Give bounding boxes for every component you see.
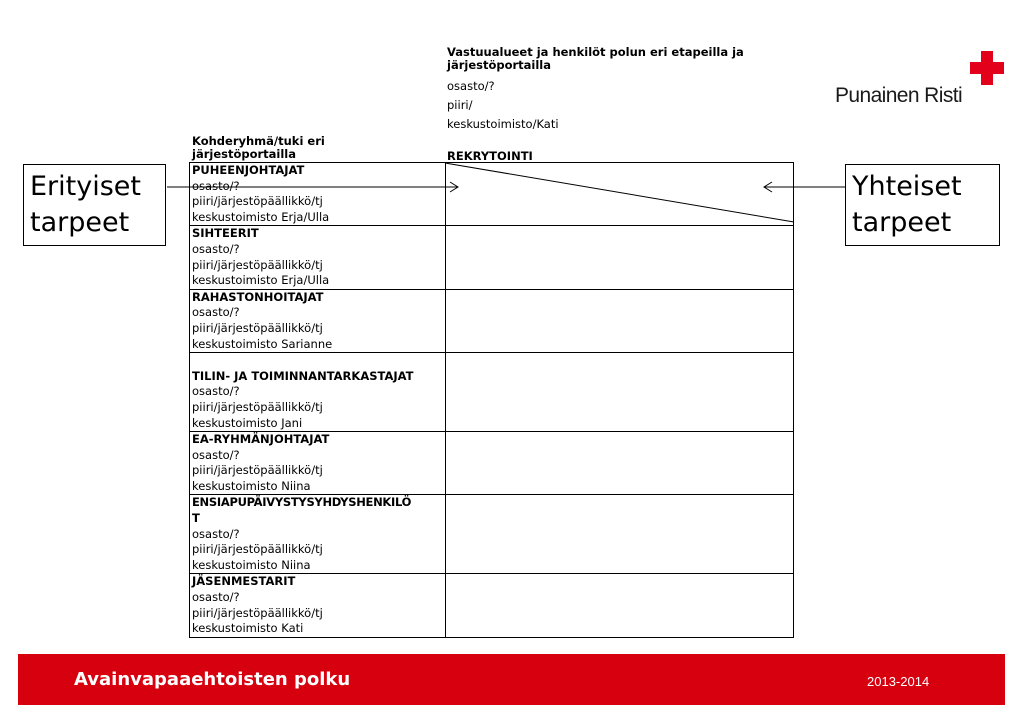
row-line: osasto/?: [192, 590, 240, 605]
row-line: keskustoimisto Sarianne: [192, 336, 333, 351]
header-line-keskustoimisto: keskustoimisto/Kati: [447, 117, 559, 131]
row-title: JÄSENMESTARIT: [192, 574, 296, 589]
row-line: piiri/järjestöpäällikkö/tj: [192, 542, 323, 557]
row-label-cell: [190, 226, 446, 289]
column-header-recruitment: REKRYTOINTI: [447, 149, 533, 163]
table-row: [190, 353, 794, 432]
red-cross-icon: [970, 51, 1004, 85]
header-title: Vastuualueet ja henkilöt polun eri etapeilla ja järjestöportailla: [447, 45, 744, 72]
table-row: [190, 574, 794, 637]
logo-text: Punainen Risti: [835, 84, 963, 107]
row-line: keskustoimisto Kati: [192, 621, 304, 636]
row-title: ENSIAPUPÄIVYSTYSYHDYSHENKILÖ: [192, 495, 412, 510]
shared-needs-box: [845, 164, 1000, 246]
row-line: keskustoimisto Niina: [192, 478, 311, 493]
row-label-cell: [190, 574, 446, 637]
row-line: piiri/järjestöpäällikkö/tj: [192, 463, 323, 478]
row-title: PUHEENJOHTAJAT: [192, 163, 305, 177]
row-title: RAHASTONHOITAJAT: [192, 289, 324, 304]
footer-year: 2013-2014: [867, 674, 930, 689]
table-row: [190, 163, 794, 226]
row-line: keskustoimisto Erja/Ulla: [192, 209, 330, 224]
row-line: osasto/?: [192, 526, 240, 541]
table-row: [190, 495, 794, 574]
row-label-cell: [190, 289, 446, 352]
row-label-cell: [190, 163, 446, 226]
recruitment-cell: [446, 574, 794, 637]
row-line: piiri/järjestöpäällikkö/tj: [192, 257, 323, 272]
footer-bar: [18, 654, 1005, 705]
recruitment-cell: [446, 353, 794, 432]
row-line: osasto/?: [192, 178, 240, 193]
row-line: keskustoimisto Erja/Ulla: [192, 273, 330, 288]
row-label-cell: [190, 495, 446, 574]
responsibility-table: [189, 162, 794, 638]
row-label-cell: [190, 432, 446, 495]
shared-needs-line2: tarpeet: [852, 207, 952, 238]
header-line-piiri: piiri/: [447, 98, 473, 112]
row-line: piiri/järjestöpäällikkö/tj: [192, 605, 323, 620]
footer-title: Avainvapaaehtoisten polku: [74, 669, 351, 690]
recruitment-cell: [446, 432, 794, 495]
recruitment-cell: [446, 495, 794, 574]
row-line: osasto/?: [192, 384, 240, 399]
recruitment-cell: [446, 163, 794, 226]
row-line: keskustoimisto Jani: [192, 415, 303, 430]
special-needs-box: [23, 164, 166, 246]
table-row: [190, 289, 794, 352]
special-needs-line2: tarpeet: [30, 207, 130, 238]
special-needs-line1: Erityiset: [30, 171, 141, 202]
shared-needs-line1: Yhteiset: [852, 171, 962, 202]
row-line: keskustoimisto Niina: [192, 557, 311, 572]
row-line: osasto/?: [192, 447, 240, 462]
recruitment-cell: [446, 289, 794, 352]
red-cross-logo: [835, 48, 1007, 108]
row-line: osasto/?: [192, 305, 240, 320]
header-line-osasto: osasto/?: [447, 79, 495, 93]
row-label-cell: [190, 353, 446, 432]
table-row: [190, 226, 794, 289]
row-line: piiri/järjestöpäällikkö/tj: [192, 399, 323, 414]
row-line: piiri/järjestöpäällikkö/tj: [192, 320, 323, 335]
row-title: SIHTEERIT: [192, 226, 259, 241]
row-title-wrap: T: [192, 511, 200, 526]
row-title: EA-RYHMÄNJOHTAJAT: [192, 432, 330, 447]
column-header-target-group: Kohderyhmä/tuki eri järjestöportailla: [192, 134, 325, 161]
row-line: osasto/?: [192, 241, 240, 256]
table-row: [190, 432, 794, 495]
recruitment-cell: [446, 226, 794, 289]
row-title: TILIN- JA TOIMINNANTARKASTAJAT: [192, 368, 414, 383]
row-line: piiri/järjestöpäällikkö/tj: [192, 194, 323, 209]
